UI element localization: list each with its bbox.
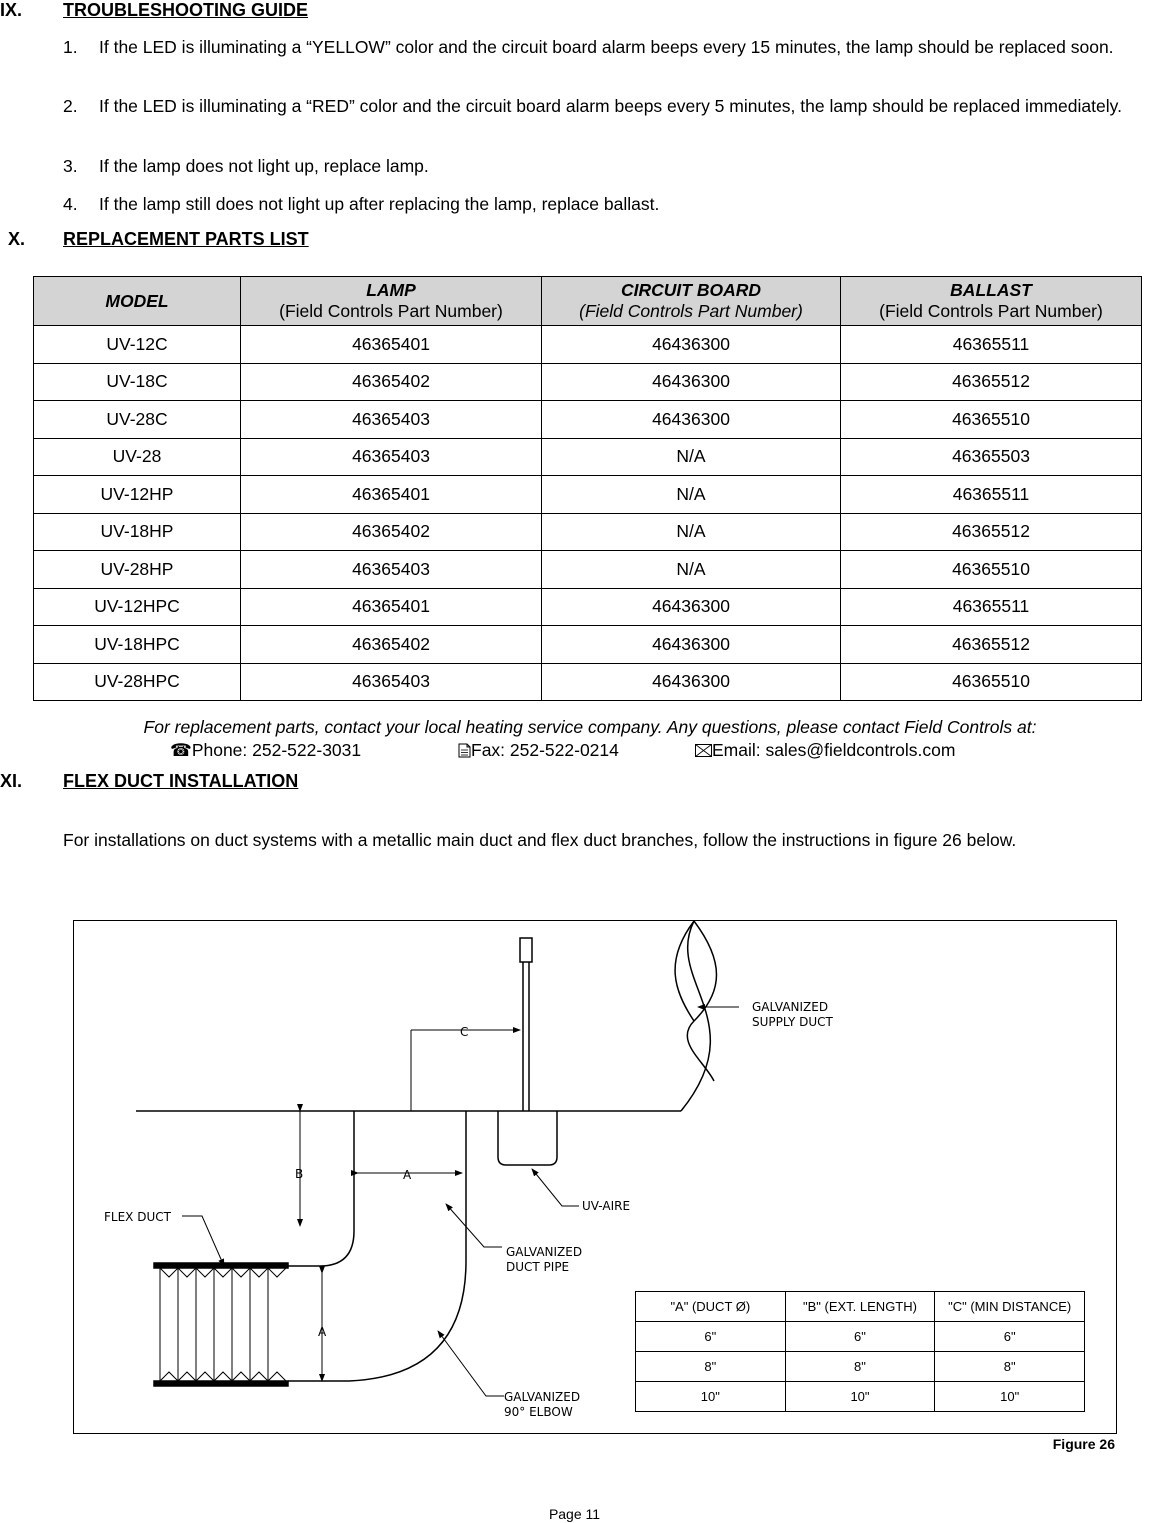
cell-ballast: 46365512 <box>841 626 1142 664</box>
cell-model: UV-28C <box>34 401 241 439</box>
cell-lamp: 46365402 <box>241 513 542 551</box>
cell-ballast: 46365511 <box>841 476 1142 514</box>
cell-b: 8" <box>785 1352 935 1382</box>
cell-lamp: 46365403 <box>241 401 542 439</box>
item-text: If the LED is illuminating a “RED” color and the circuit board alarm beeps every 5 minutes, the lamp should be replaced immediately. <box>99 96 1122 116</box>
table-row <box>636 1382 1085 1412</box>
cell-circuit-board: N/A <box>542 476 841 514</box>
label-elbow-2: 90° ELBOW <box>504 1405 573 1419</box>
table-row <box>636 1322 1085 1352</box>
cell-circuit-board: 46436300 <box>542 663 841 701</box>
table-header-row <box>34 277 1142 326</box>
cell-circuit-board: 46436300 <box>542 626 841 664</box>
cell-lamp: 46365403 <box>241 663 542 701</box>
label-a-lower: A <box>318 1325 327 1339</box>
header-lamp: LAMP (Field Controls Part Number) <box>241 277 542 326</box>
table-row <box>34 363 1142 401</box>
table-row <box>34 513 1142 551</box>
leader-flex-duct <box>182 1216 224 1266</box>
flex-duct-top <box>154 1263 288 1268</box>
email-text: Email: sales@fieldcontrols.com <box>712 740 956 760</box>
cell-lamp: 46365403 <box>241 551 542 589</box>
leader-elbow <box>438 1331 504 1396</box>
cell-lamp: 46365402 <box>241 363 542 401</box>
header-c: "C" (MIN DISTANCE) <box>935 1292 1085 1322</box>
flex-duct-corrugation <box>160 1268 286 1381</box>
leader-uv-aire <box>532 1169 579 1206</box>
cell-c: 6" <box>935 1322 1085 1352</box>
cell-circuit-board: 46436300 <box>542 588 841 626</box>
cell-a: 8" <box>636 1352 786 1382</box>
cell-ballast: 46365510 <box>841 551 1142 589</box>
cell-lamp: 46365402 <box>241 626 542 664</box>
fax-info <box>458 740 619 761</box>
phone-text: Phone: 252-522-3031 <box>191 740 362 760</box>
cell-circuit-board: N/A <box>542 513 841 551</box>
item-number: 4. <box>63 194 78 214</box>
label-a-upper: A <box>403 1168 412 1182</box>
duct-pipe <box>288 1111 354 1266</box>
cell-a: 6" <box>636 1322 786 1352</box>
header-circuit-board: CIRCUIT BOARD (Field Controls Part Number) <box>542 277 841 326</box>
contact-note: For replacement parts, contact your local heating service company. Any questions, please contact Field Controls at: <box>143 717 1037 737</box>
item-text: If the LED is illuminating a “YELLOW” color and the circuit board alarm beeps every 15 minutes, the lamp should be replaced soon. <box>99 37 1114 57</box>
cell-circuit-board: 46436300 <box>542 326 841 364</box>
cell-model: UV-12C <box>34 326 241 364</box>
section-x-number: X. <box>8 229 26 249</box>
figure-26-diagram <box>73 920 1117 1434</box>
label-uv-aire: UV-AIRE <box>582 1199 631 1213</box>
cell-lamp: 46365403 <box>241 438 542 476</box>
uv-aire-probe-rod <box>523 962 529 1111</box>
phone-icon: ☎ <box>170 740 192 760</box>
table-row <box>34 663 1142 701</box>
cell-lamp: 46365401 <box>241 588 542 626</box>
table-row <box>34 551 1142 589</box>
troubleshooting-item <box>63 35 1141 59</box>
phone-info <box>170 740 361 761</box>
fax-icon <box>458 743 471 758</box>
table-row <box>34 326 1142 364</box>
item-text: If the lamp still does not light up after replacing the lamp, replace ballast. <box>99 194 660 214</box>
cell-model: UV-18HPC <box>34 626 241 664</box>
section-x-title: REPLACEMENT PARTS LIST <box>63 229 309 249</box>
label-duct-pipe-2: DUCT PIPE <box>506 1260 570 1274</box>
cell-circuit-board: N/A <box>542 551 841 589</box>
supply-duct-break <box>681 921 710 1111</box>
header-b: "B" (EXT. LENGTH) <box>785 1292 935 1322</box>
cell-ballast: 46365510 <box>841 663 1142 701</box>
cell-a: 10" <box>636 1382 786 1412</box>
section-xi-number: XI. <box>0 771 23 791</box>
dimension-table <box>635 1291 1085 1412</box>
flex-duct-instructions: For installations on duct systems with a metallic main duct and flex duct branches, follow the instructions in figure 26 below. <box>63 830 1017 850</box>
item-number: 2. <box>63 96 78 116</box>
cell-lamp: 46365401 <box>241 476 542 514</box>
label-flex-duct: FLEX DUCT <box>104 1210 171 1224</box>
leader-duct-pipe <box>446 1204 502 1247</box>
table-row <box>636 1352 1085 1382</box>
label-supply-duct-1: GALVANIZED <box>752 1000 829 1014</box>
email-info <box>695 740 955 761</box>
cell-model: UV-18C <box>34 363 241 401</box>
item-number: 1. <box>63 37 78 57</box>
cell-ballast: 46365511 <box>841 588 1142 626</box>
cell-ballast: 46365503 <box>841 438 1142 476</box>
label-elbow-1: GALVANIZED <box>504 1390 581 1404</box>
cell-model: UV-28HP <box>34 551 241 589</box>
cell-model: UV-28 <box>34 438 241 476</box>
cell-b: 10" <box>785 1382 935 1412</box>
fax-text: Fax: 252-522-0214 <box>471 740 619 760</box>
section-ix-number: IX. <box>0 0 23 20</box>
envelope-icon <box>695 744 712 757</box>
cell-ballast: 46365512 <box>841 513 1142 551</box>
item-number: 3. <box>63 156 78 176</box>
replacement-parts-table <box>33 276 1142 701</box>
section-ix-title: TROUBLESHOOTING GUIDE <box>63 0 309 20</box>
table-row <box>34 401 1142 439</box>
label-b: B <box>295 1167 304 1181</box>
dimension-table-header <box>636 1292 1085 1322</box>
cell-circuit-board: 46436300 <box>542 363 841 401</box>
troubleshooting-item <box>63 192 1141 216</box>
cell-ballast: 46365510 <box>841 401 1142 439</box>
header-model: MODEL <box>34 277 241 326</box>
label-c: C <box>460 1025 469 1039</box>
label-supply-duct-2: SUPPLY DUCT <box>752 1015 833 1029</box>
troubleshooting-item <box>63 94 1141 118</box>
cell-b: 6" <box>785 1322 935 1352</box>
label-duct-pipe-1: GALVANIZED <box>506 1245 583 1259</box>
cell-ballast: 46365511 <box>841 326 1142 364</box>
page-number: Page 11 <box>548 1506 601 1522</box>
uv-aire-housing <box>498 1111 557 1165</box>
cell-c: 10" <box>935 1382 1085 1412</box>
table-row <box>34 588 1142 626</box>
section-xi-title: FLEX DUCT INSTALLATION <box>63 771 299 791</box>
cell-model: UV-12HPC <box>34 588 241 626</box>
flex-duct-bottom <box>154 1381 288 1386</box>
troubleshooting-item <box>63 154 1141 178</box>
uv-aire-probe-cap <box>520 938 532 962</box>
cell-ballast: 46365512 <box>841 363 1142 401</box>
table-row <box>34 626 1142 664</box>
cell-model: UV-12HP <box>34 476 241 514</box>
figure-caption: Figure 26 <box>1052 1436 1115 1452</box>
item-text: If the lamp does not light up, replace lamp. <box>99 156 429 176</box>
cell-circuit-board: N/A <box>542 438 841 476</box>
header-ballast: BALLAST (Field Controls Part Number) <box>841 277 1142 326</box>
cell-lamp: 46365401 <box>241 326 542 364</box>
header-a: "A" (DUCT Ø) <box>636 1292 786 1322</box>
table-row <box>34 438 1142 476</box>
cell-model: UV-18HP <box>34 513 241 551</box>
cell-model: UV-28HPC <box>34 663 241 701</box>
table-row <box>34 476 1142 514</box>
cell-c: 8" <box>935 1352 1085 1382</box>
cell-circuit-board: 46436300 <box>542 401 841 439</box>
